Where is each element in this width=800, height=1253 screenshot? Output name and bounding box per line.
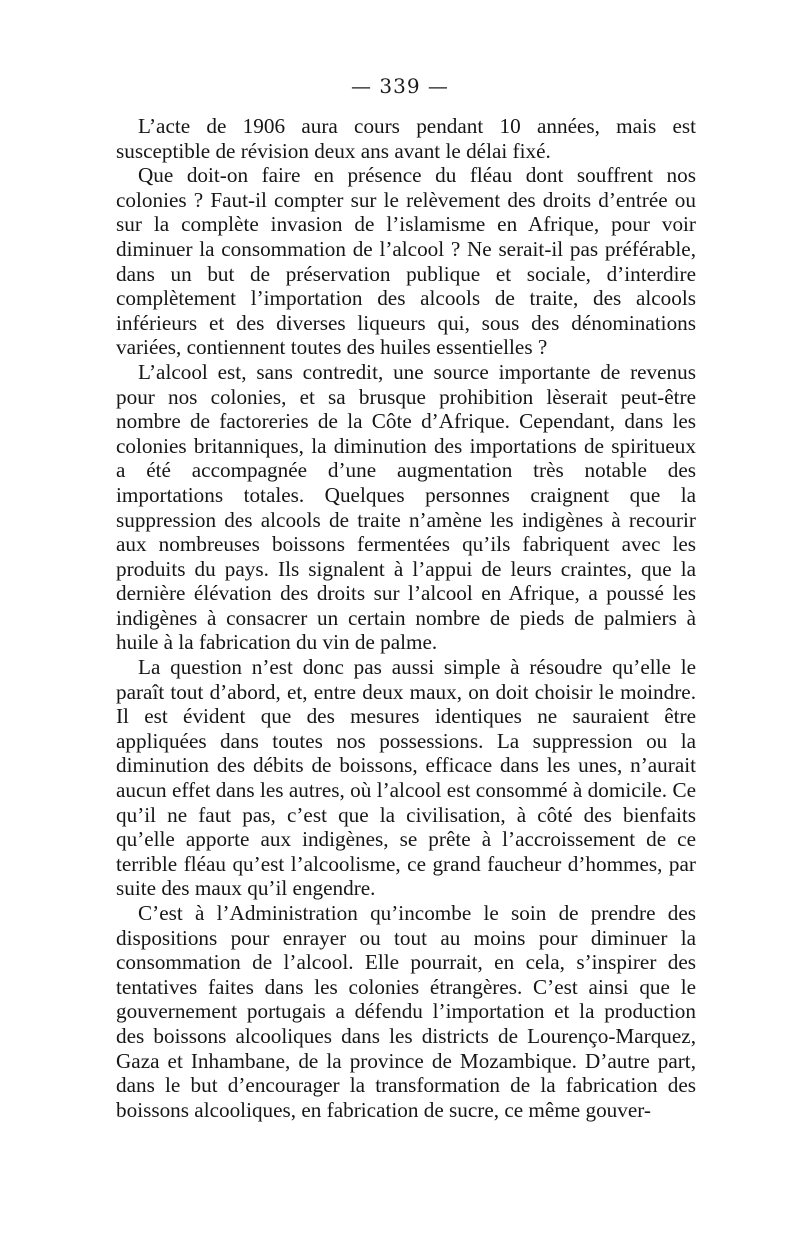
paragraph-4: La question n’est donc pas aussi simple à résoudre qu’elle le paraît tout d’abord, et, entre deux maux, on doit choisir le moindre. Il est évident que des mesures identiques ne sauraient être appliquées dans toutes nos possessions. La suppression ou la diminution des débits de boissons, efficace dans les unes, n’aurait aucun effet dans les autres, où l’alcool est consommé à domicile. Ce qu’il ne faut pas, c’est que la civilisation, à côté des bienfaits qu’elle apporte aux indigènes, se prête à l’accroissement de ce terrible fléau qu’est l’alcoolisme, ce grand faucheur d’hommes, par suite des maux qu’il engendre.	[116, 655, 696, 901]
paragraph-5: C’est à l’Administration qu’incombe le soin de prendre des dispositions pour enrayer ou tout au moins pour diminuer la consommation de l’alcool. Elle pourrait, en cela, s’inspirer des tentatives faites dans les colonies étrangères. C’est ainsi que le gouvernement portugais a défendu l’importation et la production des boissons alcooliques dans les districts de Lourenço-Marquez, Gaza et Inhambane, de la province de Mozambique. D’autre part, dans le but d’encourager la transformation de la fabrication des boissons alcooliques, en fabrication de sucre, ce même gouver-	[116, 901, 696, 1122]
paragraph-3: L’alcool est, sans contredit, une source importante de revenus pour nos colonies, et sa brusque prohibition lèserait peut-être nombre de factoreries de la Côte d’Afrique. Cependant, dans les colonies britanniques, la diminution des importations de spiritueux a été accompagnée d’une augmentation très notable des importations totales. Quelques personnes craignent que la suppression des alcools de traite n’amène les indigènes à recourir aux nombreuses boissons fermentées qu’ils fabriquent avec les produits du pays. Ils signalent à l’appui de leurs craintes, que la dernière élévation des droits sur l’alcool en Afrique, a poussé les indigènes à consacrer un certain nombre de pieds de palmiers à huile à la fabrication du vin de palme.	[116, 359, 696, 655]
page-number: — 339 —	[351, 74, 449, 98]
paragraph-1: L’acte de 1906 aura cours pendant 10 années, mais est susceptible de révision deux ans avant le délai fixé.	[116, 114, 696, 163]
paragraph-2: Que doit-on faire en présence du fléau dont souffrent nos colonies ? Faut-il compter sur le relèvement des droits d’entrée ou sur la complète invasion de l’islamisme en Afrique, pour voir diminuer la consommation de l’alcool ? Ne serait-il pas préférable, dans un but de préservation publique et sociale, d’interdire complètement l’importation des alcools de traite, des alcools inférieurs et des diverses liqueurs qui, sous des dénominations variées, contiennent toutes des huiles essentielles ?	[116, 163, 696, 360]
body-text	[116, 114, 696, 1122]
